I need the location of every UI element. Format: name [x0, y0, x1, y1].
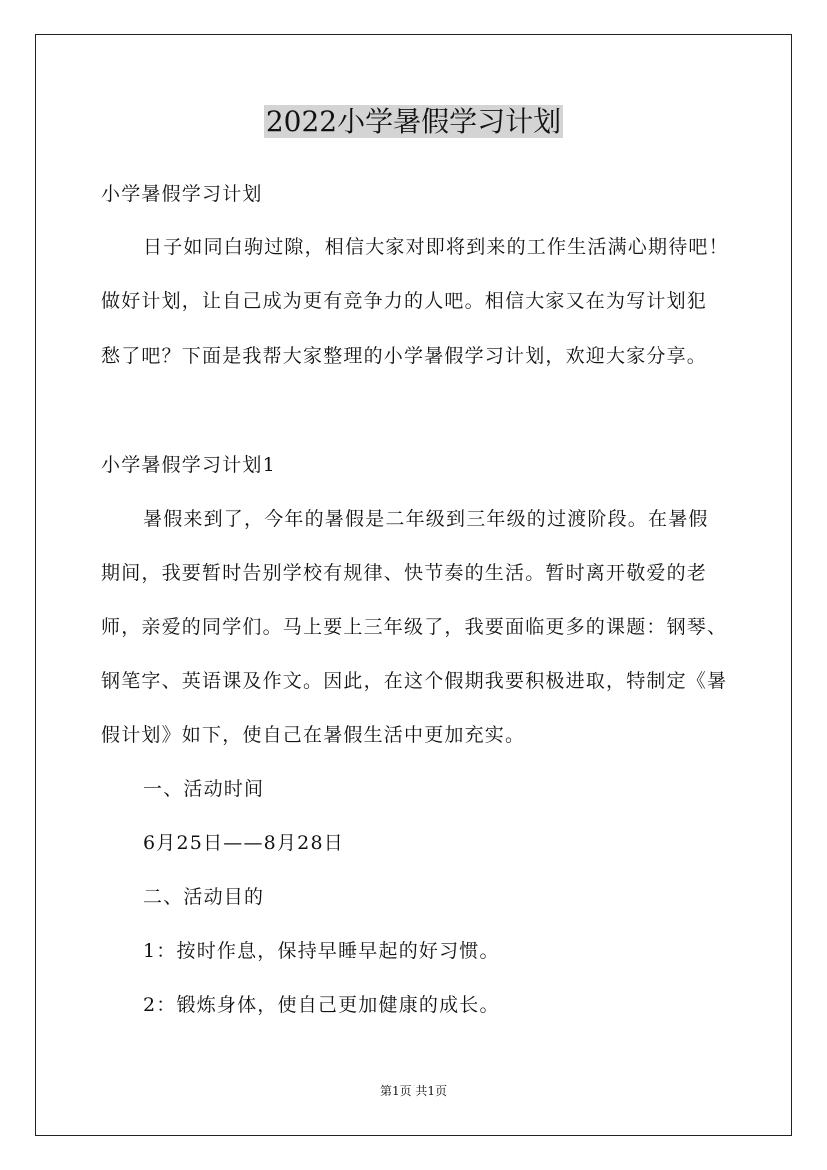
- paragraph-line: 愁了吧？下面是我帮大家整理的小学暑假学习计划，欢迎大家分享。: [101, 345, 708, 367]
- subheading: 二、活动目的: [143, 886, 265, 908]
- paragraph-line: 期间，我要暂时告别学校有规律、快节奏的生活。暂时离开敬爱的老: [101, 562, 708, 584]
- paragraph-line: 日子如同白驹过隙，相信大家对即将到来的工作生活满心期待吧！: [143, 236, 729, 258]
- page-number-footer: 第1页 共1页: [379, 1084, 448, 1098]
- document-title: 2022小学暑假学习计划: [265, 105, 562, 138]
- date-range: 6月25日——8月28日: [143, 832, 344, 854]
- subheading: 一、活动时间: [143, 778, 265, 800]
- intro-heading: 小学暑假学习计划: [101, 183, 263, 205]
- paragraph-line: 做好计划，让自己成为更有竞争力的人吧。相信大家又在为写计划犯: [101, 290, 708, 312]
- paragraph-line: 钢笔字、英语课及作文。因此，在这个假期我要积极进取，特制定《暑: [101, 670, 728, 692]
- paragraph-line: 假计划》如下，使自己在暑假生活中更加充实。: [101, 724, 526, 746]
- paragraph-line: 暑假来到了，今年的暑假是二年级到三年级的过渡阶段。在暑假: [143, 508, 709, 530]
- list-item: 2：锻炼身体，使自己更加健康的成长。: [143, 994, 500, 1016]
- section-heading: 小学暑假学习计划1: [101, 454, 276, 476]
- list-item: 1：按时作息，保持早睡早起的好习惯。: [143, 940, 500, 962]
- paragraph-line: 师，亲爱的同学们。马上要上三年级了，我要面临更多的课题：钢琴、: [101, 616, 728, 638]
